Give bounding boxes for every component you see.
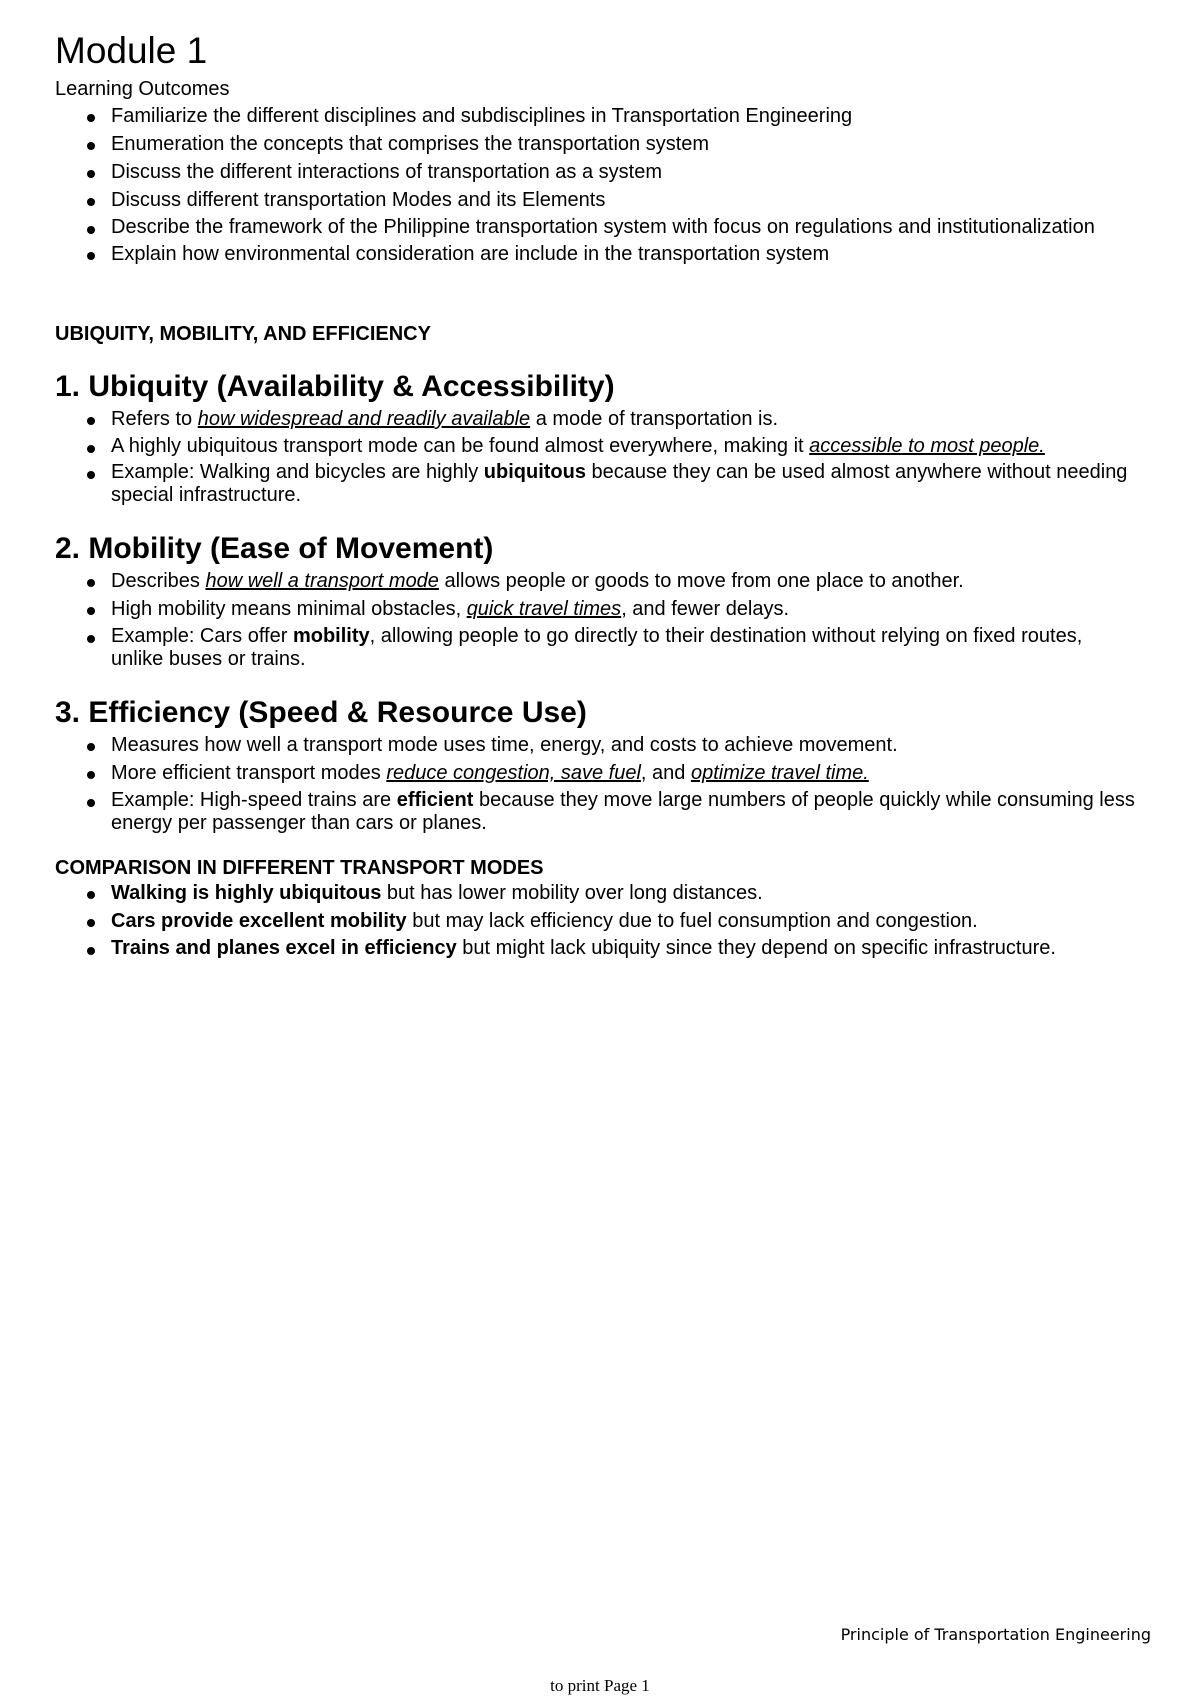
learning-outcomes-title: Learning Outcomes	[55, 78, 230, 100]
list-item: Enumeration the concepts that comprises the transportation system	[111, 132, 1135, 157]
bold-text: Walking is highly ubiquitous	[111, 882, 382, 904]
mobility-list	[55, 569, 1135, 671]
module-title: Module 1	[55, 30, 208, 71]
emphasis-text: quick travel times	[466, 598, 622, 620]
emphasis-text: accessible to most people.	[809, 435, 1045, 457]
list-item	[111, 761, 1135, 786]
list-item	[111, 407, 1135, 432]
text-span: Example: Walking and bicycles are highly	[111, 461, 484, 483]
text-span: but has lower mobility over long distances.	[381, 882, 763, 904]
text-span: , and fewer delays.	[621, 598, 790, 620]
text-span: a mode of transportation is.	[530, 408, 779, 430]
emphasis-text: how well a transport mode	[205, 570, 439, 592]
footer-course-name: Principle of Transportation Engineering	[840, 1625, 1151, 1644]
list-item	[111, 597, 1135, 622]
list-item	[111, 909, 1135, 934]
comparison-heading: COMPARISON IN DIFFERENT TRANSPORT MODES	[55, 857, 544, 879]
efficiency-heading: 3. Efficiency (Speed & Resource Use)	[55, 696, 587, 729]
text-span: Example: High-speed trains are	[111, 789, 397, 811]
text-span: A highly ubiquitous transport mode can be found almost everywhere, making it	[111, 435, 810, 457]
bold-text: ubiquitous	[483, 461, 586, 483]
bold-text: efficient	[396, 789, 474, 811]
text-span: Example: Cars offer	[111, 625, 293, 647]
footer-page-number: to print Page 1	[550, 1676, 650, 1695]
text-span: High mobility means minimal obstacles,	[111, 598, 467, 620]
list-item: Explain how environmental consideration are include in the transportation system	[111, 242, 1135, 267]
bold-text: Cars provide excellent mobility	[111, 910, 407, 932]
list-item	[111, 435, 1135, 458]
text-span: because they can be used almost anywhere without needing special infrastructure.	[111, 461, 1128, 506]
ubiquity-heading: 1. Ubiquity (Availability & Accessibility)	[55, 370, 615, 403]
learning-outcomes-list	[55, 104, 1135, 267]
list-item: Measures how well a transport mode uses time, energy, and costs to achieve movement.	[111, 733, 1135, 758]
text-span: , and	[640, 762, 691, 784]
list-item	[111, 937, 1135, 960]
text-span: More efficient transport modes	[111, 762, 387, 784]
emphasis-text: optimize travel time.	[690, 762, 869, 784]
text-span: allows people or goods to move from one place to another.	[438, 570, 964, 592]
mobility-heading: 2. Mobility (Ease of Movement)	[55, 532, 494, 565]
text-span: Describes	[111, 570, 206, 592]
list-item	[111, 569, 1135, 594]
list-item	[111, 625, 1135, 671]
list-item	[111, 881, 1135, 906]
text-span: , allowing people to go directly to their destination without relying on fixed routes, unlike buses or trains.	[111, 625, 1083, 670]
list-item: Describe the framework of the Philippine transportation system with focus on regulations and institutionalization	[111, 216, 1135, 239]
emphasis-text: how widespread and readily available	[197, 408, 531, 430]
text-span: but might lack ubiquity since they depend on specific infrastructure.	[456, 937, 1056, 959]
list-item: Discuss different transportation Modes and its Elements	[111, 188, 1135, 213]
list-item	[111, 461, 1135, 507]
text-span: Refers to	[111, 408, 198, 430]
bold-text: Trains and planes excel in efficiency	[111, 937, 457, 959]
document-page	[55, 26, 1135, 963]
text-span: but may lack efficiency due to fuel consumption and congestion.	[406, 910, 978, 932]
efficiency-list	[55, 733, 1135, 835]
bold-text: mobility	[292, 625, 370, 647]
emphasis-text: reduce congestion, save fuel	[386, 762, 641, 784]
text-span: because they move large numbers of people quickly while consuming less energy per passenger than cars or planes.	[111, 789, 1135, 834]
list-item	[111, 789, 1135, 835]
ubiquity-list	[55, 407, 1135, 507]
list-item: Discuss the different interactions of transportation as a system	[111, 160, 1135, 185]
ume-heading: UBIQUITY, MOBILITY, AND EFFICIENCY	[55, 323, 431, 345]
list-item: Familiarize the different disciplines and subdisciplines in Transportation Engineering	[111, 104, 1135, 129]
comparison-list	[55, 881, 1135, 960]
